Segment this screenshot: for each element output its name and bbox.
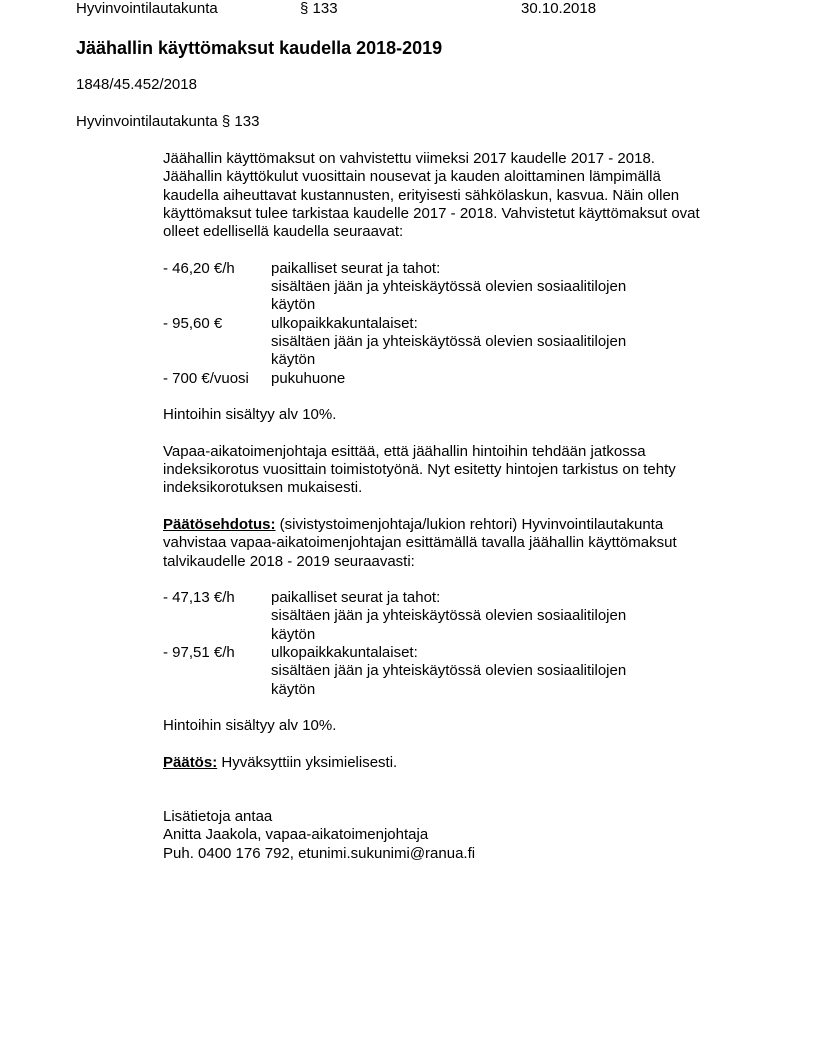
document-body xyxy=(163,150,763,863)
fee-row xyxy=(163,644,763,699)
contact-name: Anitta Jaakola, vapaa-aikatoimenjohtaja xyxy=(163,826,429,844)
index-paragraph xyxy=(163,443,763,498)
fee-row xyxy=(163,370,763,388)
fee-description xyxy=(271,260,626,315)
proposal-label: Päätösehdotus: xyxy=(163,515,276,533)
fee-description xyxy=(271,589,626,644)
fee-desc-line: paikalliset seurat ja tahot: xyxy=(271,589,441,607)
index-line: indeksikorotus vuosittain toimistotyönä. Nyt esitetty hintojen tarkistus on tehty xyxy=(163,461,676,479)
fee-desc-line: paikalliset seurat ja tahot: xyxy=(271,259,441,277)
fee-row xyxy=(163,315,763,370)
proposal-text: (sivistystoimenjohtaja/lukion rehtori) Hyvinvointilautakunta xyxy=(275,515,664,533)
fee-desc-line: ulkopaikkakuntalaiset: xyxy=(271,644,418,662)
fee-desc-line: sisältäen jään ja yhteiskäytössä olevien sosiaalitilojen xyxy=(271,662,627,680)
intro-line: Jäähallin käyttömaksut on vahvistettu viimeksi 2017 kaudelle 2017 - 2018. xyxy=(163,150,655,167)
decision-text: Hyväksyttiin yksimielisesti. xyxy=(217,753,398,771)
fee-amount: - 700 €/vuosi xyxy=(163,369,249,387)
fee-row xyxy=(163,260,763,315)
fee-description xyxy=(271,370,345,388)
fee-description xyxy=(271,315,626,370)
decision-label: Päätös: xyxy=(163,753,218,771)
fee-desc-line: käytön xyxy=(271,625,316,643)
vat-note: Hintoihin sisältyy alv 10%. xyxy=(163,717,337,735)
fee-amount: - 95,60 € xyxy=(163,314,223,332)
fee-row xyxy=(163,589,763,644)
fee-desc-line: ulkopaikkakuntalaiset: xyxy=(271,314,418,332)
fee-amount: - 97,51 €/h xyxy=(163,644,235,662)
intro-line: kaudella aiheuttavat kustannusten, erityisesti sähkölaskun, kasvua. Näin ollen xyxy=(163,186,680,204)
contact-info xyxy=(163,808,763,863)
fee-desc-line: sisältäen jään ja yhteiskäytössä olevien sosiaalitilojen xyxy=(271,607,627,625)
proposal-line: talvikaudelle 2018 - 2019 seuraavasti: xyxy=(163,552,415,570)
vat-note: Hintoihin sisältyy alv 10%. xyxy=(163,406,337,424)
proposal-paragraph xyxy=(163,516,763,571)
header-committee: Hyvinvointilautakunta xyxy=(76,0,218,17)
contact-heading: Lisätietoja antaa xyxy=(163,808,273,826)
fee-desc-line: käytön xyxy=(271,680,316,698)
committee-section: Hyvinvointilautakunta § 133 xyxy=(76,113,260,130)
record-number: 1848/45.452/2018 xyxy=(76,76,197,93)
proposal-first-line xyxy=(163,516,763,534)
fee-description xyxy=(271,644,626,699)
header-date: 30.10.2018 xyxy=(521,0,597,17)
new-fees-list xyxy=(163,589,763,699)
intro-line: Jäähallin käyttökulut vuosittain nousevat ja kauden aloittaminen lämpimällä xyxy=(163,168,661,186)
contact-phone-email: Puh. 0400 176 792, etunimi.sukunimi@ranua.fi xyxy=(163,844,476,862)
intro-line: käyttömaksut tulee tarkistaa kaudelle 2017 - 2018. Vahvistetut käyttömaksut ovat xyxy=(163,204,700,222)
fee-desc-line: käytön xyxy=(271,296,316,314)
intro-line: olleet edellisellä kaudella seuraavat: xyxy=(163,223,404,241)
index-line: indeksikorotuksen mukaisesti. xyxy=(163,479,363,497)
fee-amount: - 46,20 €/h xyxy=(163,259,235,277)
fee-desc-line: pukuhuone xyxy=(271,369,346,387)
document-title: Jäähallin käyttömaksut kaudella 2018-2019 xyxy=(76,38,443,58)
previous-fees-list xyxy=(163,260,763,388)
proposal-line: vahvistaa vapaa-aikatoimenjohtajan esittämällä tavalla jäähallin käyttömaksut xyxy=(163,534,677,552)
decision-paragraph xyxy=(163,754,763,772)
fee-desc-line: käytön xyxy=(271,351,316,369)
index-line: Vapaa-aikatoimenjohtaja esittää, että jäähallin hintoihin tehdään jatkossa xyxy=(163,442,646,460)
header-section: § 133 xyxy=(300,0,338,17)
intro-paragraph xyxy=(163,150,763,241)
fee-amount: - 47,13 €/h xyxy=(163,589,235,607)
fee-desc-line: sisältäen jään ja yhteiskäytössä olevien sosiaalitilojen xyxy=(271,332,627,350)
fee-desc-line: sisältäen jään ja yhteiskäytössä olevien sosiaalitilojen xyxy=(271,278,627,296)
